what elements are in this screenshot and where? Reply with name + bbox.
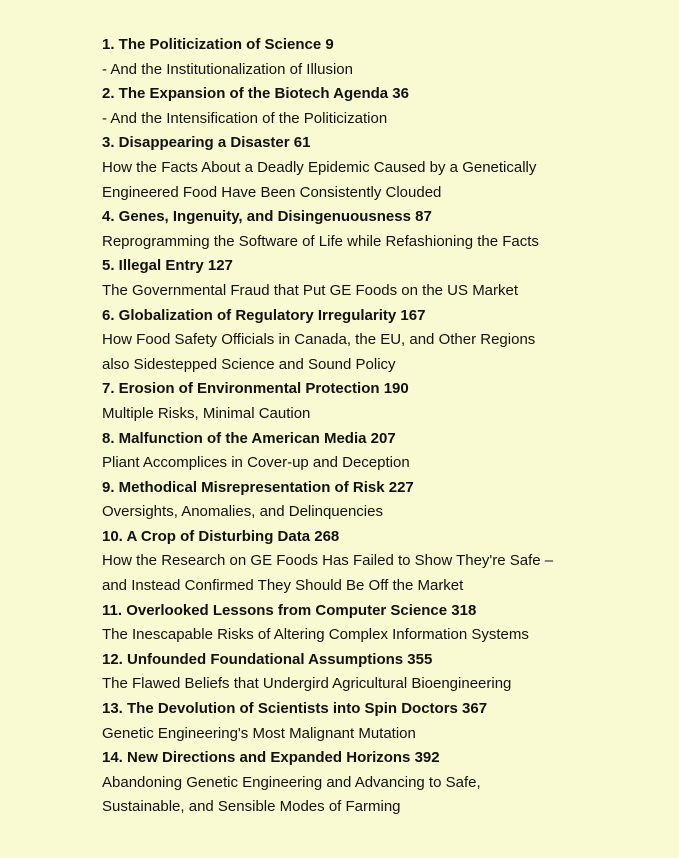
chapter-title: 13. The Devolution of Scientists into Spin Doctors 367 — [102, 700, 488, 718]
chapter-subtitle: - And the Intensification of the Politicization — [102, 109, 388, 127]
chapter-subtitle: The Flawed Beliefs that Undergird Agricultural Bioengineering — [102, 675, 512, 693]
chapter-subtitle: The Inescapable Risks of Altering Complex Information Systems — [102, 626, 529, 644]
chapter-subtitle: Sustainable, and Sensible Modes of Farming — [102, 798, 401, 816]
chapter-subtitle: Genetic Engineering's Most Malignant Mutation — [102, 724, 416, 742]
chapter-title: 10. A Crop of Disturbing Data 268 — [102, 527, 340, 545]
chapter-subtitle: and Instead Confirmed They Should Be Off the Market — [102, 577, 464, 595]
chapter-title: 4. Genes, Ingenuity, and Disingenuousness 87 — [102, 208, 432, 226]
chapter-subtitle: Multiple Risks, Minimal Caution — [102, 404, 311, 422]
chapter-title: 14. New Directions and Expanded Horizons 392 — [102, 749, 440, 767]
chapter-title: 2. The Expansion of the Biotech Agenda 36 — [102, 85, 409, 103]
chapter-title: 9. Methodical Misrepresentation of Risk 227 — [102, 478, 414, 496]
chapter-title: 5. Illegal Entry 127 — [102, 257, 233, 275]
chapter-title: 12. Unfounded Foundational Assumptions 355 — [102, 650, 433, 668]
chapter-title: 6. Globalization of Regulatory Irregularity 167 — [102, 306, 426, 324]
chapter-title: 1. The Politicization of Science 9 — [102, 36, 334, 53]
chapter-subtitle: Engineered Food Have Been Consistently Clouded — [102, 183, 442, 201]
chapter-title: 3. Disappearing a Disaster 61 — [102, 134, 311, 152]
chapter-subtitle: How the Research on GE Foods Has Failed to Show They're Safe – — [102, 552, 554, 570]
chapter-title: 8. Malfunction of the American Media 207 — [102, 429, 396, 447]
chapter-subtitle: Oversights, Anomalies, and Delinquencies — [102, 503, 383, 521]
chapter-subtitle: Reprogramming the Software of Life while Refashioning the Facts — [102, 232, 539, 250]
table-of-contents — [102, 33, 662, 820]
chapter-subtitle: Abandoning Genetic Engineering and Advancing to Safe, — [102, 773, 481, 791]
chapter-subtitle: The Governmental Fraud that Put GE Foods on the US Market — [102, 281, 519, 299]
chapter-title: 7. Erosion of Environmental Protection 190 — [102, 380, 409, 398]
chapter-subtitle: How Food Safety Officials in Canada, the EU, and Other Regions — [102, 331, 536, 349]
chapter-subtitle: also Sidestepped Science and Sound Policy — [102, 355, 396, 373]
chapter-title: 11. Overlooked Lessons from Computer Science 318 — [102, 601, 477, 619]
chapter-subtitle: - And the Institutionalization of Illusion — [102, 60, 353, 78]
chapter-subtitle: Pliant Accomplices in Cover-up and Deception — [102, 454, 410, 472]
chapter-subtitle: How the Facts About a Deadly Epidemic Caused by a Genetically — [102, 158, 537, 176]
